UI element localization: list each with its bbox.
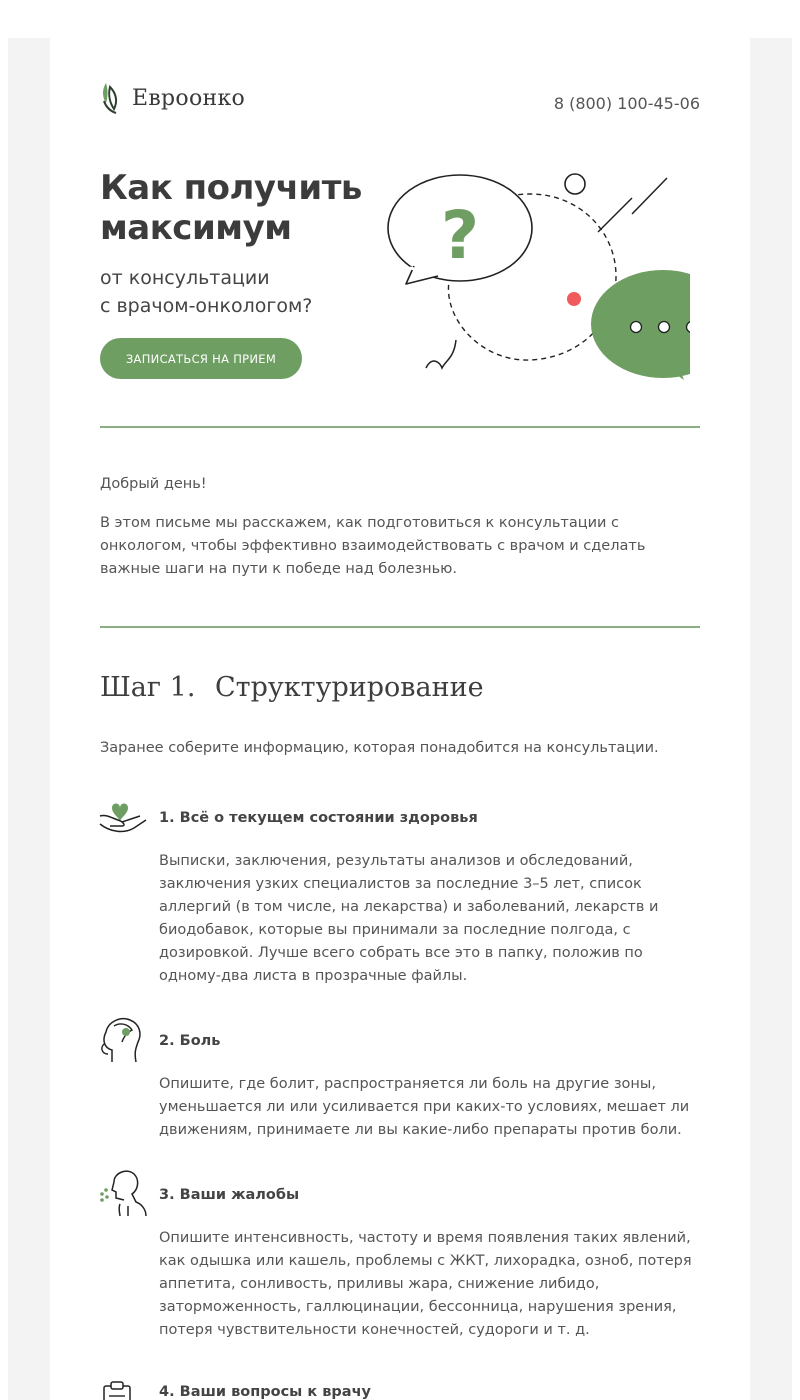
hero-subtitle-line: с врачом-онкологом? [100, 295, 313, 317]
item-heading: 3. Ваши жалобы [159, 1187, 300, 1203]
heart-in-hand-icon [98, 794, 150, 846]
coughing-person-icon [98, 1166, 150, 1218]
hero-title: Как получить максимум [100, 168, 362, 248]
item-text: Выписки, заключения, результаты анализов и обследований, заключения узких специалистов за последние 3–5 лет, список аллергий (в том числе, на лекарства) и заболеваний, лекарств и биодобавок, которые вы принимали за последние полгода, с дозировкой. Лучше всего собрать все это в папку, положив по одному-два листа в прозрачные файлы. [159, 853, 659, 984]
head-pain-icon [98, 1014, 150, 1066]
step-lead: Заранее соберите информацию, которая понадобится на консультации. [100, 740, 659, 756]
divider [100, 426, 700, 428]
clipboard-icon [98, 1378, 150, 1400]
intro-text: В этом письме мы расскажем, как подготовиться к консультации с онкологом, чтобы эффективно взаимодействовать с врачом и сделать важные шаги на пути к победе над болезнью. [100, 515, 646, 577]
question-mark-icon: ? [440, 197, 480, 274]
step-title: Структурирование [215, 672, 484, 703]
leaf-logo-icon [100, 81, 122, 115]
phone-number[interactable]: 8 (800) 100-45-06 [553, 94, 700, 113]
logo[interactable] [100, 80, 245, 116]
logo-text: Евроонко [132, 85, 246, 111]
greeting: Добрый день! [100, 476, 207, 492]
item-text: Опишите интенсивность, частоту и время появления таких явлений, как одышка или кашель, проблемы с ЖКТ, лихорадка, озноб, потеря аппетита, сонливость, приливы жара, снижение либидо, заторможенность, галлюцинации, бессонница, нарушения зрения, потеря чувствительности конечностей, судороги и т. д. [159, 1230, 692, 1338]
step-heading [100, 672, 484, 703]
hero-subtitle [100, 264, 400, 320]
hero-subtitle-line: от консультации [100, 267, 270, 289]
item-text: Опишите, где болит, распространяется ли боль на другие зоны, уменьшается ли или усиливается при каких-то условиях, мешает ли движениям, принимаете ли вы какие-либо препараты против боли. [159, 1076, 690, 1138]
book-appointment-button[interactable]: ЗАПИСАТЬСЯ НА ПРИЕМ [100, 338, 302, 379]
step-number: Шаг 1. [100, 672, 196, 703]
item-heading: 4. Ваши вопросы к врачу [159, 1384, 371, 1400]
chat-bubbles-illustration [380, 166, 690, 386]
email-card [50, 38, 750, 1400]
divider [100, 626, 700, 628]
item-heading: 1. Всё о текущем состоянии здоровья [159, 810, 478, 826]
item-heading: 2. Боль [159, 1033, 221, 1049]
